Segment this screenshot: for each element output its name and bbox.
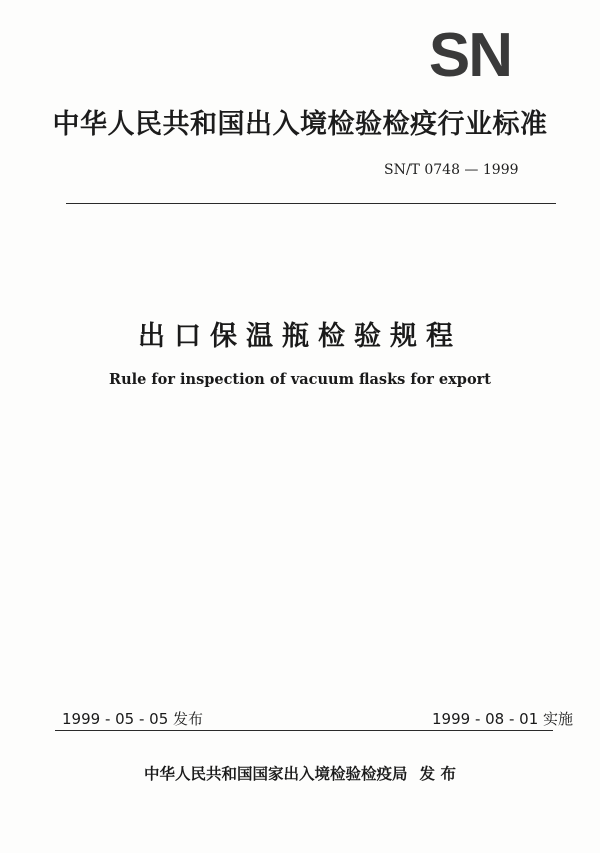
- sn-logo-text: SN: [428, 22, 512, 82]
- publish-verb: 发 布: [419, 765, 456, 783]
- standard-code: SN/T 0748 — 1999: [384, 162, 519, 178]
- publisher-name: 中华人民共和国国家出入境检验检疫局: [144, 765, 408, 783]
- document-title-en: Rule for inspection of vacuum flasks for export: [109, 371, 491, 388]
- footer-divider: [55, 730, 553, 731]
- sn-logo-graphic: [420, 22, 520, 82]
- org-title: 中华人民共和国出入境检验检疫行业标准: [52, 109, 548, 140]
- publisher-line: [0, 762, 600, 784]
- sn-logo: [420, 22, 520, 82]
- document-title-zh: 出口保温瓶检验规程: [138, 321, 462, 352]
- implementation-date: 1999 - 08 - 01 实施: [432, 710, 574, 728]
- header-divider: [66, 203, 556, 204]
- issue-date: 1999 - 05 - 05 发布: [62, 710, 204, 728]
